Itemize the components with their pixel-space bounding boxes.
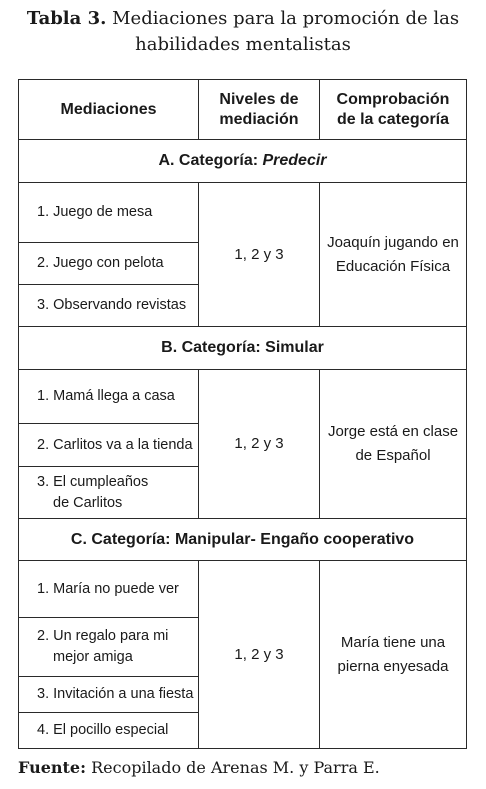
table-row bbox=[19, 183, 467, 243]
category-a-check-line1: Joaquín jugando en bbox=[327, 233, 459, 251]
header-row bbox=[19, 80, 467, 140]
header-niveles bbox=[199, 80, 320, 140]
header-niveles-line1: Niveles de bbox=[219, 90, 299, 108]
source-label: Fuente: bbox=[18, 758, 86, 777]
list-item bbox=[19, 618, 199, 677]
source-text: Recopilado de Arenas M. y Parra E. bbox=[91, 758, 380, 777]
category-a-title bbox=[19, 140, 467, 183]
category-row-a bbox=[19, 140, 467, 183]
category-c-title: C. Categoría: Manipular- Engaño cooperativo bbox=[19, 519, 467, 561]
header-comprobacion-line1: Comprobación bbox=[336, 90, 450, 108]
list-item: 4. El pocillo especial bbox=[19, 713, 199, 749]
category-c-check bbox=[320, 561, 467, 749]
category-b-check bbox=[320, 370, 467, 519]
category-c-check-line2: pierna enyesada bbox=[337, 657, 449, 675]
list-item: 3. Invitación a una fiesta bbox=[19, 677, 199, 713]
caption-title-part-1: Mediaciones para la promoción de las bbox=[112, 8, 460, 29]
list-item-line2: mejor amiga bbox=[53, 649, 133, 665]
header-niveles-line2: mediación bbox=[219, 110, 299, 128]
category-a-prefix: A. Categoría: bbox=[158, 152, 263, 169]
category-row-b bbox=[19, 327, 467, 370]
list-item: 1. Juego de mesa bbox=[19, 183, 199, 243]
category-c-check-line1: María tiene una bbox=[340, 633, 446, 651]
list-item: 3. Observando revistas bbox=[19, 285, 199, 327]
caption-line-1 bbox=[0, 6, 486, 32]
caption-label: Tabla 3. bbox=[26, 8, 107, 29]
list-item-line1: 3. El cumpleaños bbox=[37, 473, 149, 490]
header-comprobacion-line2: de la categoría bbox=[336, 110, 450, 128]
category-b-levels: 1, 2 y 3 bbox=[199, 370, 320, 519]
list-item bbox=[19, 467, 199, 519]
caption-title-part-2: habilidades mentalistas bbox=[135, 34, 351, 55]
table-source bbox=[18, 758, 380, 777]
list-item-line2: de Carlitos bbox=[53, 494, 123, 511]
mediations-table bbox=[18, 79, 467, 749]
table-row bbox=[19, 370, 467, 424]
category-b-title: B. Categoría: Simular bbox=[19, 327, 467, 370]
header-comprobacion bbox=[320, 80, 467, 140]
list-item: 1. Mamá llega a casa bbox=[19, 370, 199, 424]
category-a-emph: Predecir bbox=[262, 152, 327, 169]
category-a-check-line2: Educación Física bbox=[335, 257, 451, 275]
header-mediaciones: Mediaciones bbox=[19, 80, 199, 140]
table-caption bbox=[0, 6, 486, 58]
category-b-check-line1: Jorge está en clase bbox=[327, 423, 459, 440]
list-item: 2. Carlitos va a la tienda bbox=[19, 424, 199, 467]
category-row-c bbox=[19, 519, 467, 561]
category-a-check bbox=[320, 183, 467, 327]
list-item-line1: 2. Un regalo para mi bbox=[37, 628, 169, 644]
list-item: 1. María no puede ver bbox=[19, 561, 199, 618]
table-row bbox=[19, 561, 467, 618]
list-item: 2. Juego con pelota bbox=[19, 243, 199, 285]
category-a-levels: 1, 2 y 3 bbox=[199, 183, 320, 327]
category-c-levels: 1, 2 y 3 bbox=[199, 561, 320, 749]
category-b-check-line2: de Español bbox=[355, 447, 431, 464]
